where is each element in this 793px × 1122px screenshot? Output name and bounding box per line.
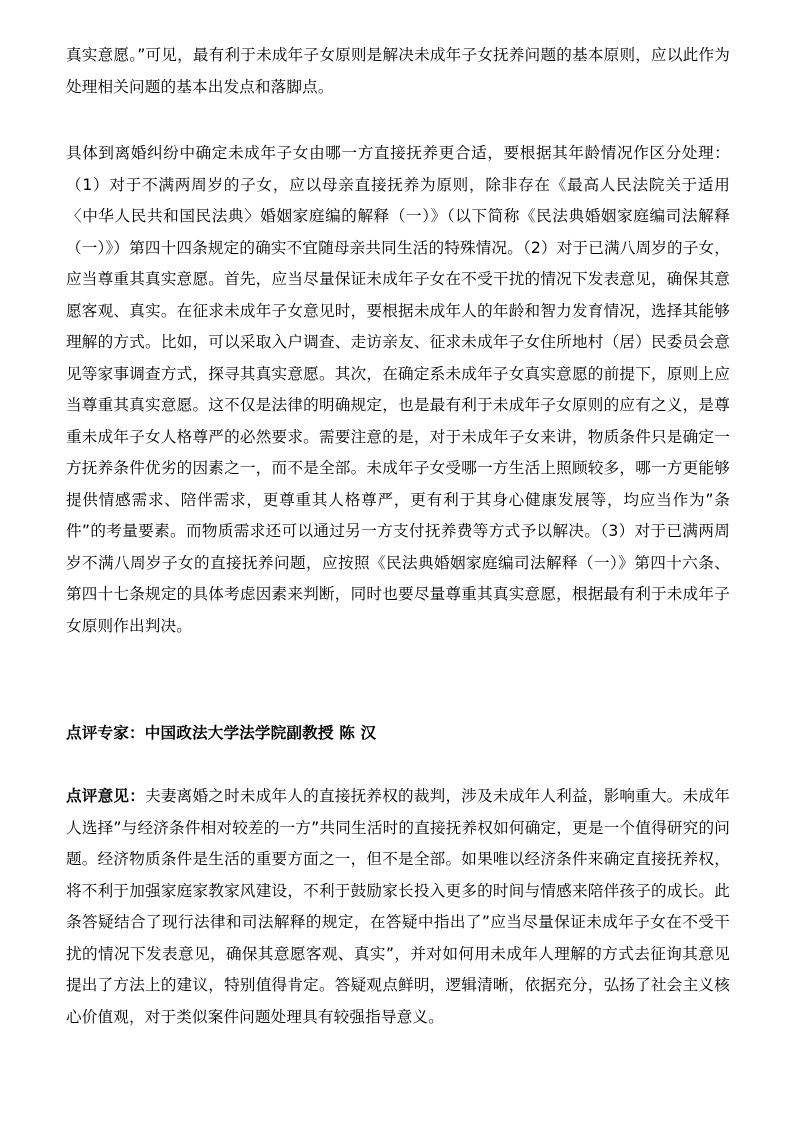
expert-reviewer-line: 点评专家：中国政法大学法学院副教授 陈 汉 (66, 724, 377, 742)
paragraph-expert-comment (66, 781, 730, 1033)
paragraph-age-based-custody: 具体到离婚纠纷中确定未成年子女由哪一方直接抚养更合适，要根据其年龄情况作区分处理：（1）对于不满两周岁的子女，应以母亲直接抚养为原则，除非存在《最高人民法院关于适用〈中华人民共和国民法典〉婚姻家庭编的解释（一）》（以下简称《民法典婚姻家庭编司法解释（一）》）第四十四条规定的确实不宜随母亲共同生活的特殊情况。（2）对于已满八周岁的子女，应当尊重其真实意愿。首先，应当尽量保证未成年子女在不受干扰的情况下发表意见，确保其意愿客观、真实。在征求未成年子女意见时，要根据未成年人的年龄和智力发育情况，选择其能够理解的方式。比如，可以采取入户调查、走访亲友、征求未成年子女住所地村（居）民委员会意见等家事调查方式，探寻其真实意愿。其次，在确定系未成年子女真实意愿的前提下，原则上应当尊重其真实意愿。这不仅是法律的明确规定，也是最有利于未成年子女原则的应有之义，是尊重未成年子女人格尊严的必然要求。需要注意的是，对于未成年子女来讲，物质条件只是确定一方抚养条件优劣的因素之一，而不是全部。未成年子女受哪一方生活上照顾较多，哪一方更能够提供情感需求、陪伴需求，更尊重其人格尊严，更有利于其身心健康发展等，均应当作为”条件”的考量要素。而物质需求还可以通过另一方支付抚养费等方式予以解决。（3）对于已满两周岁不满八周岁子女的直接抚养问题，应按照《民法典婚姻家庭编司法解释（一）》第四十六条、第四十七条规定的具体考虑因素来判断，同时也要尽量尊重其真实意愿，根据最有利于未成年子女原则作出判决。 (66, 144, 730, 635)
comment-text: 夫妻离婚之时未成年人的直接抚养权的裁判，涉及未成年人利益，影响重大。未成年人选择”与经济条件相对较差的一方”共同生活时的直接抚养权如何确定，更是一个值得研究的问题。经济物质条件是生活的重要方面之一，但不是全部。如果唯以经济条件来确定直接抚养权，将不利于加强家庭家教家风建设，不利于鼓励家长投入更多的时间与情感来陪伴孩子的成长。此条答疑结合了现行法律和司法解释的规定，在答疑中指出了”应当尽量保证未成年子女在不受干扰的情况下发表意见，确保其意愿客观、真实”，并对如何用未成年人理解的方式去征询其意见提出了方法上的建议，特别值得肯定。答疑观点鲜明，逻辑清晰，依据充分，弘扬了社会主义核心价值观，对于类似案件问题处理具有较强指导意义。 (66, 787, 730, 1026)
paragraph-intro-conclusion: 真实意愿。”可见，最有利于未成年子女原则是解决未成年子女抚养问题的基本原则，应以此作为处理相关问题的基本出发点和落脚点。 (66, 46, 730, 96)
comment-label: 点评意见： (66, 787, 146, 805)
